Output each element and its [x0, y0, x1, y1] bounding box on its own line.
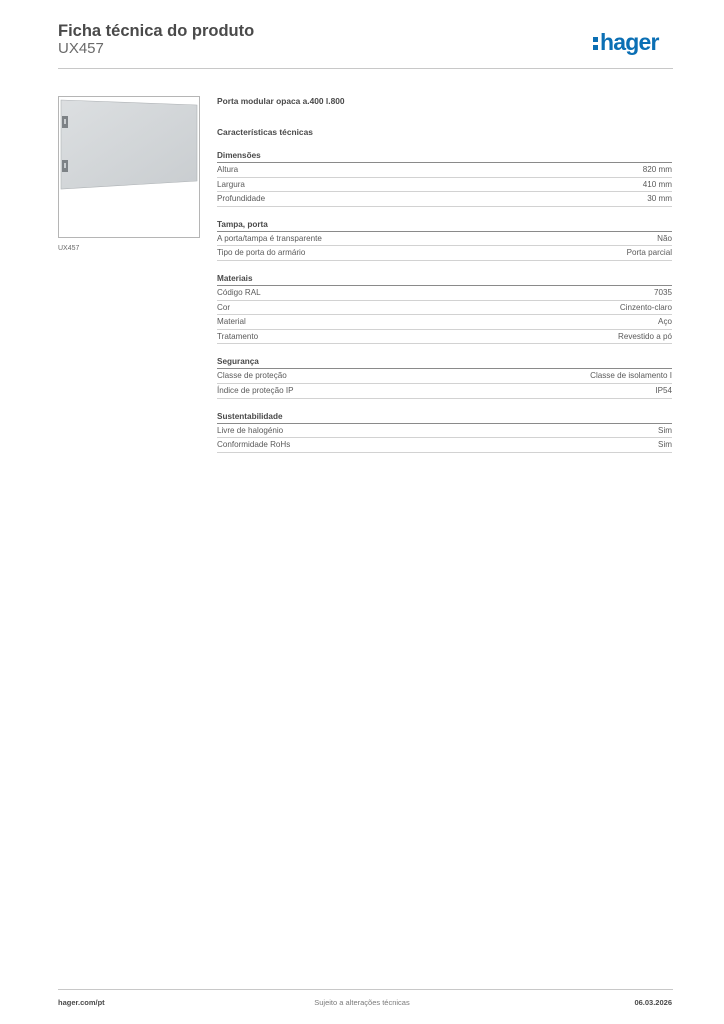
group-title: Tampa, porta	[217, 218, 672, 232]
spec-row	[217, 246, 672, 261]
spec-row	[217, 178, 672, 193]
hager-logo	[592, 28, 674, 60]
group-title: Materiais	[217, 272, 672, 286]
spec-value: 30 mm	[647, 194, 672, 204]
spec-row	[217, 286, 672, 301]
spec-label: Material	[217, 317, 246, 327]
spec-row	[217, 330, 672, 345]
spec-label: Tratamento	[217, 331, 259, 341]
product-title: Porta modular opaca a.400 l.800	[217, 96, 345, 106]
footer-divider	[58, 989, 673, 990]
group-title: Sustentabilidade	[217, 410, 672, 424]
spec-row	[217, 192, 672, 207]
spec-row	[217, 438, 672, 453]
spec-value: 7035	[653, 287, 672, 297]
product-image	[58, 96, 200, 238]
section-title: Características técnicas	[217, 127, 313, 137]
spec-label: Índice de proteção IP	[217, 385, 294, 395]
page-title: Ficha técnica do produto	[58, 22, 255, 40]
spec-value: Sim	[658, 425, 672, 435]
spec-label: Código RAL	[217, 287, 261, 297]
footer-website-link[interactable]: hager.com/pt	[58, 998, 105, 1007]
spec-label: Classe de proteção	[217, 371, 287, 381]
spec-label: A porta/tampa é transparente	[217, 233, 322, 243]
spec-group-sustainability	[217, 410, 672, 453]
spec-value: 820 mm	[642, 165, 672, 174]
spec-value: Classe de isolamento I	[590, 371, 672, 381]
spec-row	[217, 384, 672, 399]
spec-value: Porta parcial	[626, 248, 672, 258]
spec-row	[217, 232, 672, 247]
footer-notice: Sujeito a alterações técnicas	[314, 998, 410, 1007]
spec-row	[217, 424, 672, 439]
spec-group-materials	[217, 272, 672, 344]
spec-group-safety	[217, 355, 672, 398]
product-code: UX457	[58, 40, 104, 57]
spec-row	[217, 163, 672, 178]
spec-label: Livre de halogénio	[217, 425, 284, 435]
spec-row	[217, 369, 672, 384]
spec-row	[217, 315, 672, 330]
spec-label: Profundidade	[217, 194, 266, 204]
spec-label: Conformidade RoHs	[217, 440, 291, 450]
logo-text: hager	[600, 29, 659, 55]
spec-label: Cor	[217, 302, 231, 312]
header-divider	[58, 68, 673, 69]
spec-label: Altura	[217, 165, 239, 174]
image-caption: UX457	[58, 245, 80, 252]
footer-date: 06.03.2026	[634, 998, 672, 1007]
spec-value: Aço	[658, 317, 672, 327]
spec-label: Largura	[217, 179, 245, 189]
spec-label: Tipo de porta do armário	[217, 248, 306, 258]
group-title: Segurança	[217, 355, 672, 369]
door-panel-illustration	[59, 97, 199, 237]
spec-value: Não	[657, 233, 672, 243]
spec-value: Revestido a pó	[618, 331, 672, 341]
spec-group-door	[217, 218, 672, 261]
spec-row	[217, 301, 672, 316]
group-title: Dimensões	[217, 149, 672, 163]
spec-value: IP54	[655, 385, 672, 395]
spec-group-dimensions	[217, 149, 672, 207]
spec-value: 410 mm	[642, 179, 672, 189]
spec-content	[217, 95, 672, 453]
spec-value: Cinzento-claro	[619, 302, 672, 312]
spec-value: Sim	[658, 440, 672, 450]
